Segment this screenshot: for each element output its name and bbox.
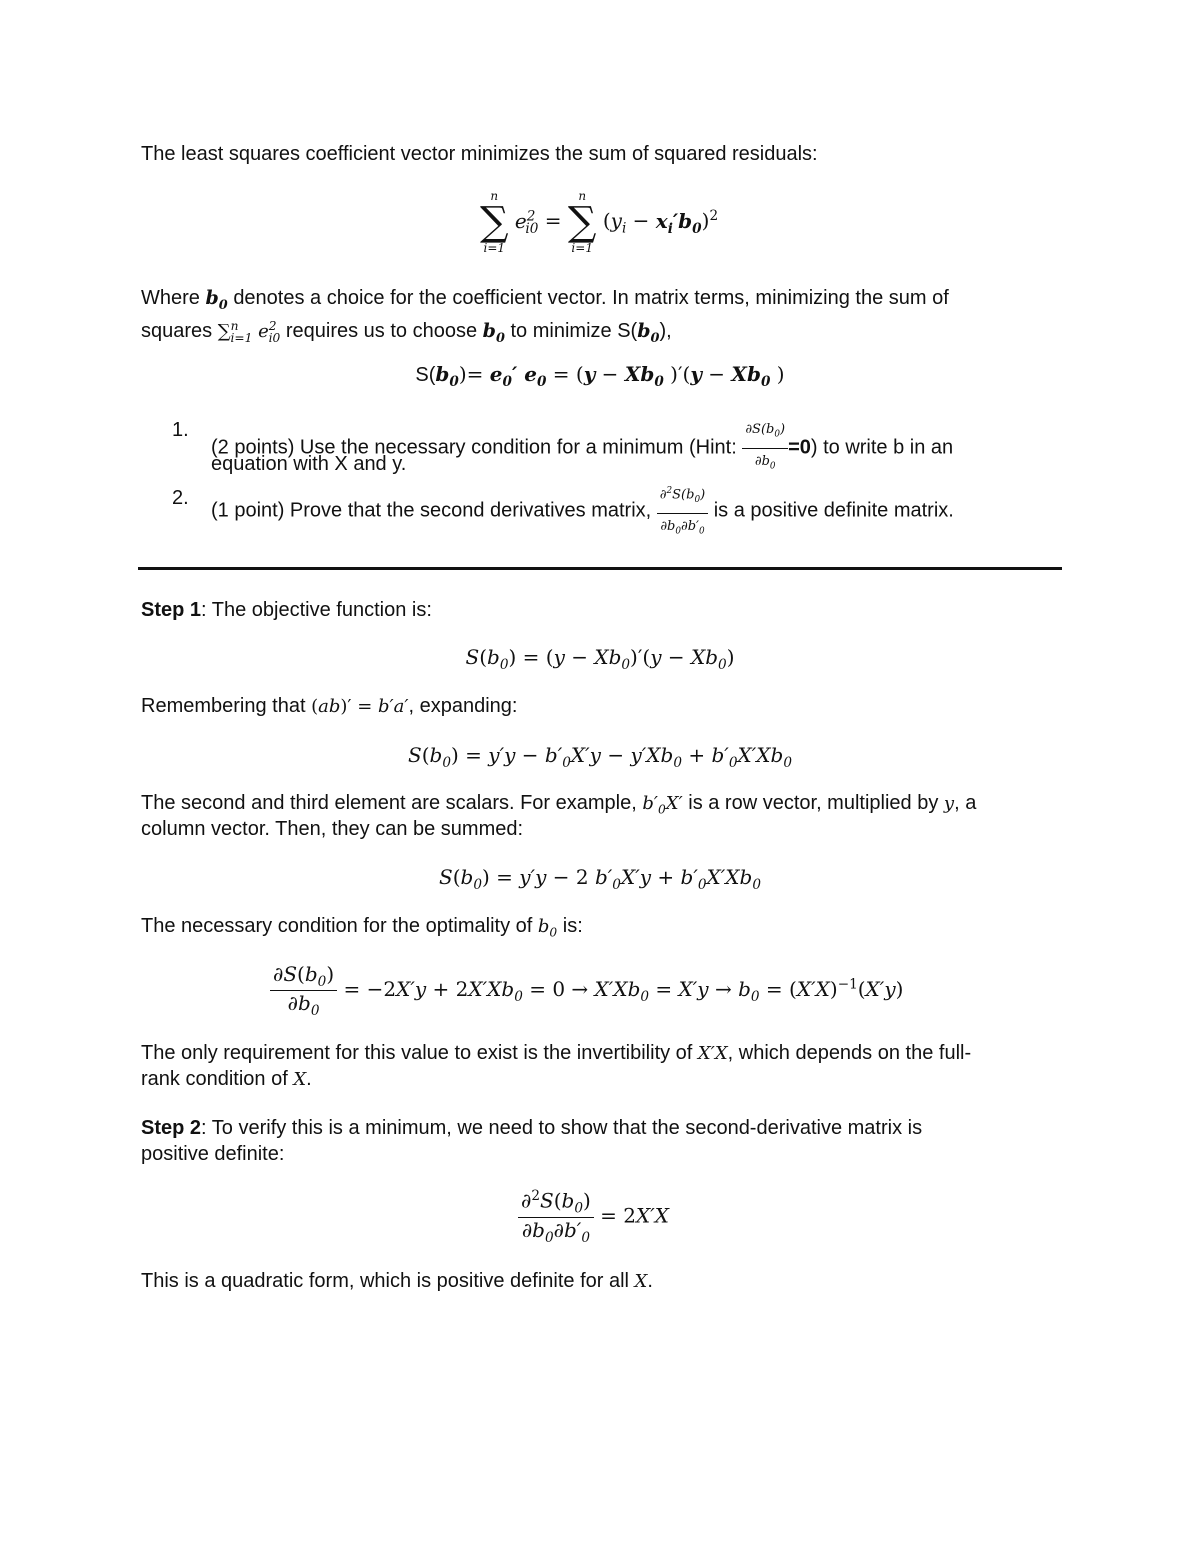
scalars-line-2: column vector. Then, they can be summed:: [141, 818, 524, 840]
q1-line: (2 points) Use the necessary condition for a minimum (Hint: $\frac{\partial S(b_0)}{\partial b_0}$ =0) to write b in an: [211, 417, 953, 479]
q1-number: 1.: [172, 419, 189, 441]
objective-matrix-equation: $S(b_0)= e_0'$ $e_0 = (y - Xb_0$ )$'(y - Xb_0$ ): [415, 362, 785, 390]
q2-number: 2.: [172, 487, 189, 509]
summed-equation: $S(b_0) = y'y - 2$ $b'_0X'y + b'_0X'Xb_0$: [438, 865, 761, 893]
step1-line: Step 1: The objective function is:: [141, 599, 432, 621]
rank-line: rank condition of X.: [141, 1068, 312, 1090]
expanded-equation: $S(b_0) = y'y - b'_0X'y - y'Xb_0 + b'_0X'Xb_0$: [408, 743, 792, 771]
section-divider: [138, 567, 1062, 570]
squares-line: squares ∑$^n_{i=1}$ $e^2_{i0}$ requires us to choose $b_0$ to minimize $S(b_0)$,: [141, 319, 672, 346]
first-order-condition-equation: $\frac{\partial S(b_0)}{\partial b_0}$ = $-2X'y + 2X'Xb_0 = 0 \to X'Xb_0 = X'y \to b_0 = (X'X)^{-1}(X'y)$: [270, 962, 903, 1019]
intro-text: The least squares coefficient vector minimizes the sum of squared residuals:: [141, 143, 818, 165]
where-line: Where $b_0$ denotes a choice for the coefficient vector. In matrix terms, minimizing the sum of: [141, 287, 949, 313]
second-derivative-equation: $\frac{\partial^2S(b_0)}{\partial b_0\partial b'_0}$ = 2X′X: [518, 1188, 669, 1246]
q2-line: (1 point) Prove that the second derivatives matrix, $\frac{\partial^2S(b_0)}{\partial b_0\partial b'_0}$ is a positive definite matrix.: [211, 478, 954, 545]
necessary-line: The necessary condition for the optimality of $b_0$ is:: [141, 915, 583, 940]
step2-line: Step 2: To verify this is a minimum, we need to show that the second-derivative matrix is: [141, 1117, 923, 1139]
remember-line: Remembering that (ab)′ = b′a′, expanding:: [141, 695, 518, 717]
only-requirement-line: The only requirement for this value to exist is the invertibility of X′X, which depends on the full-: [141, 1042, 972, 1064]
quadratic-form-line: This is a quadratic form, which is positive definite for all X.: [141, 1270, 653, 1292]
step2-line-2: positive definite:: [141, 1143, 285, 1165]
q1-line-2: equation with X and y.: [211, 453, 407, 475]
scalars-line: The second and third element are scalars. For example, $b'_0X'$ is a row vector, multiplied by y, a: [141, 792, 977, 817]
objective-function-equation: $S(b_0) = (y - Xb_0)'(y - Xb_0)$: [465, 645, 735, 673]
sum-equation: n ∑ i=1 $e^2_{i0}$ = n ∑ i=1 $(y_i - x_i'b_0)^2$: [480, 189, 719, 255]
